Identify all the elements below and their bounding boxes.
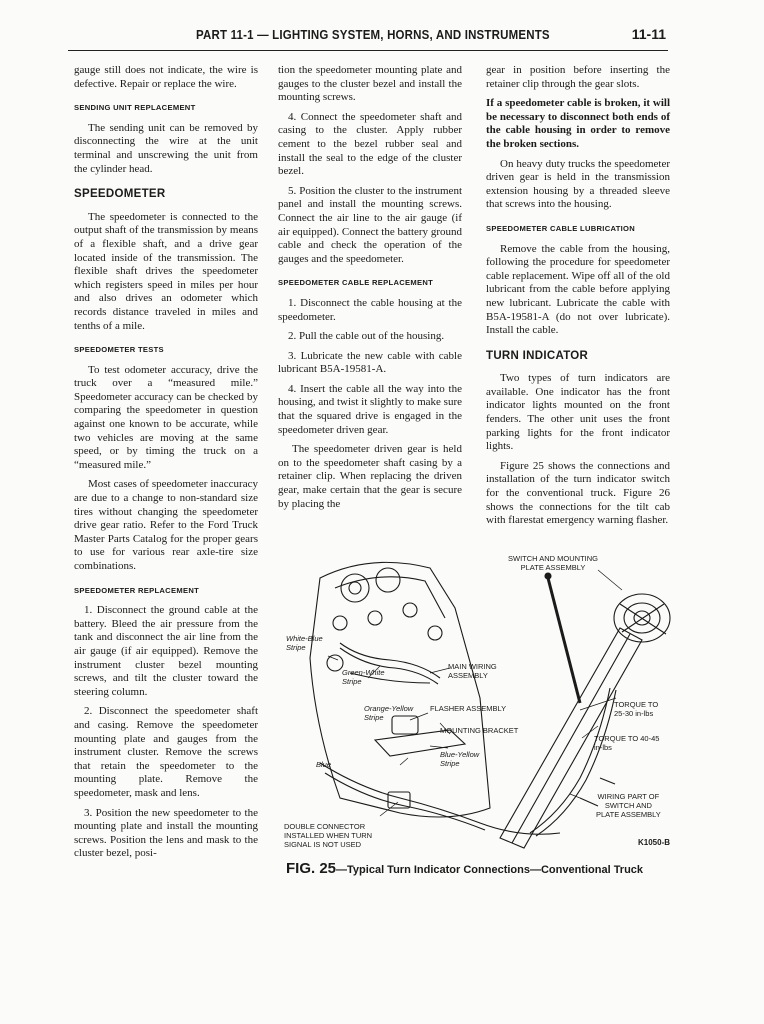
- heading-speedometer: SPEEDOMETER: [74, 188, 166, 201]
- paragraph: The speedometer driven gear is held on to the speedometer shaft casing by a retainer clip. When replacing the driven gear, make certain that the gear is secure by placing the: [278, 443, 462, 510]
- label-main-wiring: MAIN WIRING ASSEMBLY: [448, 662, 497, 680]
- turn-signal-lever: [548, 578, 580, 703]
- page-header: [68, 26, 668, 51]
- paragraph: On heavy duty trucks the speedometer driven gear is held in the transmission extension housing by a threaded sleeve that screws into the housing.: [486, 157, 670, 211]
- heading-speedometer-cable-replacement: SPEEDOMETER CABLE REPLACEMENT: [278, 278, 434, 288]
- gauge-1: [341, 574, 369, 602]
- paragraph: Figure 25 shows the connections and installation of the turn indicator switch for the conventional truck. Figure 26 shows the connections for the tilt cab with flarestat emergency warning flasher.: [486, 459, 670, 527]
- label-blue-yellow: Blue-Yellow Stripe: [440, 750, 480, 768]
- cable-step-2: 2. Pull the cable out of the housing.: [288, 330, 445, 343]
- step-5: 5. Position the cluster to the instrument panel and install the mounting screws. Connect the air line to the air gauge (if air equipped). Connect the battery ground cable and check the operation of the gauges and the speedometer.: [278, 184, 462, 265]
- cluster-housing: [310, 562, 490, 817]
- cable-step-1: 1. Disconnect the cable housing at the speedometer.: [278, 296, 462, 323]
- step-1: 1. Disconnect the ground cable at the battery. Bleed the air pressure from the tank and disconnect the air line from the air gauge (if air equipped). Remove the instrument cluster bezel mounting screws, and tilt the cluster toward the steering column.: [74, 604, 258, 698]
- heading-speedometer-cable-lubrication: SPEEDOMETER CABLE LUBRICATION: [486, 223, 636, 233]
- step-4: 4. Connect the speedometer shaft and casing to the cluster. Apply rubber cement to the bezel rubber seal and install the seal to the edge of the cluster bezel.: [278, 110, 462, 178]
- label-blue: Blue: [316, 760, 332, 769]
- figure-code: K1050-B: [638, 838, 671, 847]
- paragraph: Remove the cable from the housing, following the procedure for speedometer cable replacement. Wipe off all of the old lubricant from the cable before applying new lubricant. Lubricate the cable with B5A-19581-A (do not over lubricate). Install the cable.: [486, 242, 670, 337]
- label-switch-mounting: SWITCH AND MOUNTING PLATE ASSEMBLY: [508, 554, 598, 572]
- warning-paragraph: If a speedometer cable is broken, it will be necessary to disconnect both ends of the cable housing in order to remove the broken sections.: [486, 97, 670, 150]
- bulb-socket-5: [428, 626, 442, 640]
- label-torque-25-30: TORQUE TO 25-30 in-lbs: [614, 700, 659, 718]
- figure-number: FIG. 25: [286, 860, 337, 877]
- step-2: 2. Disconnect the speedometer shaft and casing. Remove the speedometer mounting plate and gauges from the instrument cluster. Remove the screws that retain the speedometer to the mounting plate. Remove the speedometer, mask and lens.: [74, 705, 258, 799]
- bulb-socket-4: [327, 655, 343, 671]
- heading-sending-unit-replacement: SENDING UNIT REPLACEMENT: [74, 103, 196, 113]
- figure-caption: [286, 860, 643, 878]
- label-white-blue: White-Blue Stripe: [286, 634, 323, 652]
- paragraph: The speedometer is connected to the output shaft of the transmission by means of a flexible shaft, and a drive gear located inside of the transmission. The flexible shaft drives the speedometer which registers speed in miles per hour and also drives an odometer which records distance traveled in miles and tenths of a mile.: [74, 210, 258, 332]
- paragraph: gauge still does not indicate, the wire is defective. Repair or replace the wire.: [74, 64, 258, 90]
- section-title: PART 11-1 — LIGHTING SYSTEM, HORNS, AND INSTRUMENTS: [196, 28, 550, 42]
- bulb-socket-2: [368, 611, 382, 625]
- label-mounting-bracket: MOUNTING BRACKET: [440, 726, 519, 735]
- figure-caption-text: —Typical Turn Indicator Connections—Conventional Truck: [336, 864, 644, 876]
- cable-step-3: 3. Lubricate the new cable with cable lubricant B5A-19581-A.: [278, 349, 462, 376]
- label-wiring-part: WIRING PART OF SWITCH AND PLATE ASSEMBLY: [596, 792, 661, 819]
- heading-speedometer-replacement: SPEEDOMETER REPLACEMENT: [74, 585, 200, 595]
- paragraph: tion the speedometer mounting plate and gauges to the cluster bezel and install the mounting screws.: [278, 64, 462, 104]
- label-double-connector: DOUBLE CONNECTOR INSTALLED WHEN TURN SIGNAL IS NOT USED: [284, 822, 373, 849]
- column-2: [278, 64, 462, 517]
- step-3: 3. Position the new speedometer to the mounting plate and install the mounting screws. Position the lens and mask to the cluster bezel, posi-: [74, 806, 258, 860]
- paragraph: The sending unit can be removed by disconnecting the wire at the unit terminal and unscrewing the unit from the cylinder head.: [74, 121, 258, 175]
- cable-step-4: 4. Insert the cable all the way into the housing, and twist it slightly to make sure that the squared drive is engaged in the speedometer driven gear.: [278, 382, 462, 436]
- label-green-white: Green-White Stripe: [342, 668, 385, 686]
- column-3: [486, 64, 670, 534]
- paragraph: gear in position before inserting the retainer clip through the gear slots.: [486, 64, 670, 90]
- paragraph: To test odometer accuracy, drive the truck over a “measured mile.” Speedometer accuracy can be checked by comparing the speedometer in question against one known to be accurate, while two vehicles are moving at the same speed, or by timing the truck on a “measured mile.”: [74, 363, 258, 471]
- label-torque-40-45: TORQUE TO 40-45 in-lbs: [594, 734, 660, 752]
- paragraph: Two types of turn indicators are available. One indicator has the front indicator lights mounted on the front fenders. The other unit uses the front parking lights for the front indicator lights.: [486, 372, 670, 453]
- figure-25-illustration: [280, 548, 700, 858]
- label-orange-yellow: Orange-Yellow Stripe: [364, 704, 414, 722]
- label-flasher: FLASHER ASSEMBLY: [430, 704, 507, 713]
- paragraph: Most cases of speedometer inaccuracy are due to a change to non-standard size tires without changing the speedometer drive gear ratio. Refer to the Ford Truck Master Parts Catalog for the proper gears to use for various rear axle-tire size combinations.: [74, 478, 258, 572]
- column-1: [74, 64, 258, 867]
- bulb-socket-1: [333, 616, 347, 630]
- page-number: 11-11: [631, 26, 666, 42]
- heading-turn-indicator: TURN INDICATOR: [486, 349, 589, 362]
- bulb-socket-3: [403, 603, 417, 617]
- heading-speedometer-tests: SPEEDOMETER TESTS: [74, 345, 164, 355]
- gauge-2: [376, 568, 400, 592]
